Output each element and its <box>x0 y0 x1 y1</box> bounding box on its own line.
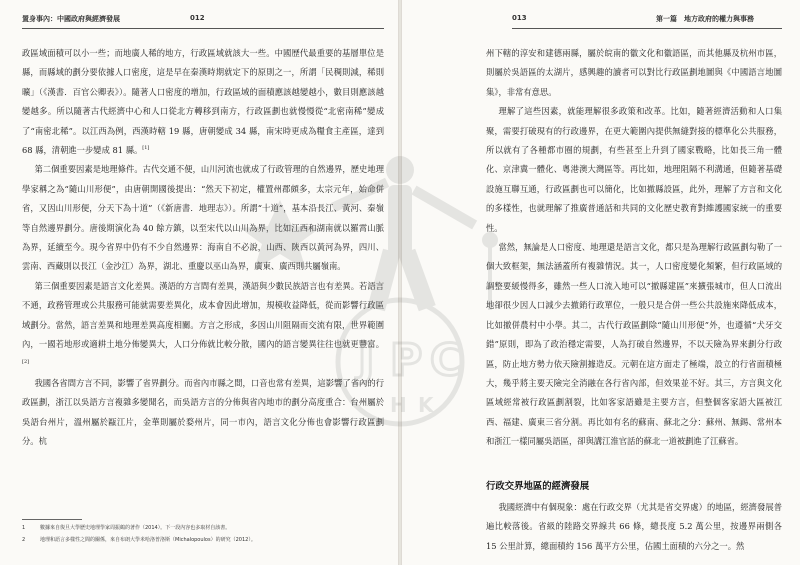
left-paragraph-text: 第三個重要因素是語言文化差異。漢語的方言間有差異，漢語與少數民族語言也有差異。若語言不通，政務管理或公共服務可能就需要差異化，成本會因此增加，規模收益降低，從而影響行政區域劃分。當然，語言差異和地理差異高度相關。方言之形成，多因山川阻隔而交流有限，世界範圍內，一國若地形或適耕土地分佈變異大，人口分佈就比較分散，國內的語言變異往往也就更豐富。 <box>22 280 384 350</box>
right-page <box>402 0 800 565</box>
page-number-right: 013 <box>512 14 527 22</box>
left-body-text <box>22 44 384 452</box>
right-body-text <box>486 44 782 452</box>
right-paragraph <box>486 238 782 451</box>
footnote-2 <box>22 534 256 546</box>
left-paragraph <box>22 160 384 276</box>
left-paragraph <box>22 374 384 452</box>
footnote-rule <box>22 519 82 520</box>
section-paragraph-text: 我國經濟中有個現象：處在行政交界（尤其是省交界處）的地區，經濟發展普遍比較落後。省級的陸路交界線共 66 條，總長度 5.2 萬公里，按邊界兩側各 15 公里計算，總面積約 156 萬平方公里，佔國土面積的六分之一。然 <box>486 502 782 551</box>
running-head-left: 置身事內：中國政府與經濟發展 <box>22 15 120 23</box>
section-paragraph <box>486 498 782 556</box>
left-paragraph <box>22 277 384 374</box>
left-paragraph-text: 第二個重要因素是地理條件。古代交通不便，山川河流也就成了行政管理的自然邊界，歷史地理學家稱之為“隨山川形便”，由唐朝開國後提出：“然天下初定，權置州郡頗多，太宗元年，始命併省，又因山川形便，分天下為十道”（《新唐書．地理志》）。所謂“十道”，基本沿長江、黃河、秦嶺等自然邊界劃分。唐後期演化為 40 餘方鎮，以至宋代以山川為界，比如江西和湖南就以羅霄山脈為界，延續至今。現今省界中仍有不少自然邊界：海南自不必說，山西、陝西以黃河為界，四川、雲南、西藏則以長江（金沙江）為界，湖北、重慶以巫山為界，廣東、廣西則共屬嶺南。 <box>22 164 384 272</box>
right-paragraph-text: 州下轄的淳安和建德兩縣，屬於皖南的徽文化和徽語區，而其他縣及杭州市區，則屬於吳語區的太湖片，感興趣的讀者可以對比行政區劃地圖與《中國語言地圖集》，非常有意思。 <box>486 48 782 97</box>
footnote-1-text: 數據來自復旦大學歷史地理學家周振鶴的著作（2014）。下一段內容也多取材自該書。 <box>40 525 231 531</box>
footnote-2-text: 地理和語言多樣性之間的關係，來自布朗大學米哈洛普洛斯（Michalopoulos）的研究（2012）。 <box>40 537 256 543</box>
footnote-2-number: 2 <box>22 537 26 543</box>
header-rule-left <box>22 28 384 29</box>
running-head-right: 第一篇 地方政府的權力與事務 <box>656 15 754 23</box>
page-number-left: 012 <box>190 14 205 22</box>
footnote-marker[interactable]: [2] <box>22 358 30 365</box>
section-title: 行政交界地區的經濟發展 <box>486 481 590 492</box>
right-paragraph <box>486 44 782 102</box>
left-paragraph <box>22 44 384 160</box>
footnote-marker[interactable]: [1] <box>142 145 150 152</box>
right-paragraph <box>486 102 782 238</box>
right-paragraph-text: 當然，無論是人口密度、地理還是語言文化，都只是為理解行政區劃勾勒了一個大致框架，無法涵蓋所有複雜情況。其一，人口密度變化頻繁，但行政區域的調整要緩慢得多，雖然一些人口流入地可以“撤縣建區”來擴張城市，但人口流出地卻很少因人口減少去撤銷行政單位，一般只是合併一些公共設施來降低成本，比如撤併農村中小學。其二，古代行政區劃除“隨山川形便”外，也遵循“犬牙交錯”原則，即為了政治穩定需要，人為打破自然邊界，不以天險為界來劃分行政區，防止地方勢力依天險割據造反。元朝在這方面走了極端，設立的行省面積極大，幾乎將主要天險完全消融在各行省內部，但效果並不好。其三，方言與文化區域經常被行政區劃割裂，比如客家語雖是主要方言，但整個客家語大區被江西、福建、廣東三省分割。再比如有名的蘇南、蘇北之分：蘇州、無錫、常州本和浙江一樣同屬吳語區，卻與講江淮官話的蘇北一道被劃進了江蘇省。 <box>486 242 782 447</box>
footnote-1 <box>22 522 230 534</box>
header-rule-right <box>512 28 782 29</box>
left-paragraph-text: 我國各省間方言不同，影響了省界劃分。而省內市縣之間，口音也常有差異，這影響了省內的行政區劃，浙江以吳語方言複雜多變聞名，而吳語方言的分佈與省內地市的劃分高度重合：台州屬於吳語台州片，溫州屬於甌江片，金華則屬於婺州片，同一市內，語言文化分佈也會影響行政區劃分。杭 <box>22 377 384 447</box>
right-paragraph-text: 理解了這些因素，就能理解很多政策和改革。比如，隨著經濟活動和人口集聚，需要打破現有的行政邊界，在更大範圍內提供無縫對接的標準化公共服務，所以就有了各種都市圈的規劃，有些甚至上升到了國家戰略，比如長三角一體化、京津冀一體化、粵港澳大灣區等。再比如，地理阻隔不利溝通，但隨著基礎設施互聯互通，行政區劃也可以簡化，比如撤縣設區，此外，理解了方言和文化的多樣性，也就理解了推廣普通話和共同的文化歷史教育對維護國家統一的重要性。 <box>486 106 782 233</box>
footnote-1-number: 1 <box>22 525 26 531</box>
left-page <box>0 0 398 565</box>
left-paragraph-text: 政區域面積可以小一些；而地廣人稀的地方，行政區域就該大一些。中國歷代最重要的基層單位是縣，而縣域的劃分要依據人口密度，這是早在秦漢時期就定下的原則之一，所謂「民稠則減，稀則曠」（《漢書．百官公卿表》）。隨著人口密度的增加，行政區域的面積應該越變越小，數目則應該越變越多。所以隨著古代經濟中心和人口從北方轉移到南方，行政區劃也就慢慢從“北密南稀”變成了“南密北稀”。以江西為例，西漢時轄 19 縣，唐朝變成 34 縣，南宋時更成為糧食主產區，達到 68 縣，清朝進一步變成 81 縣。 <box>22 48 384 156</box>
section-body-text <box>486 498 782 556</box>
